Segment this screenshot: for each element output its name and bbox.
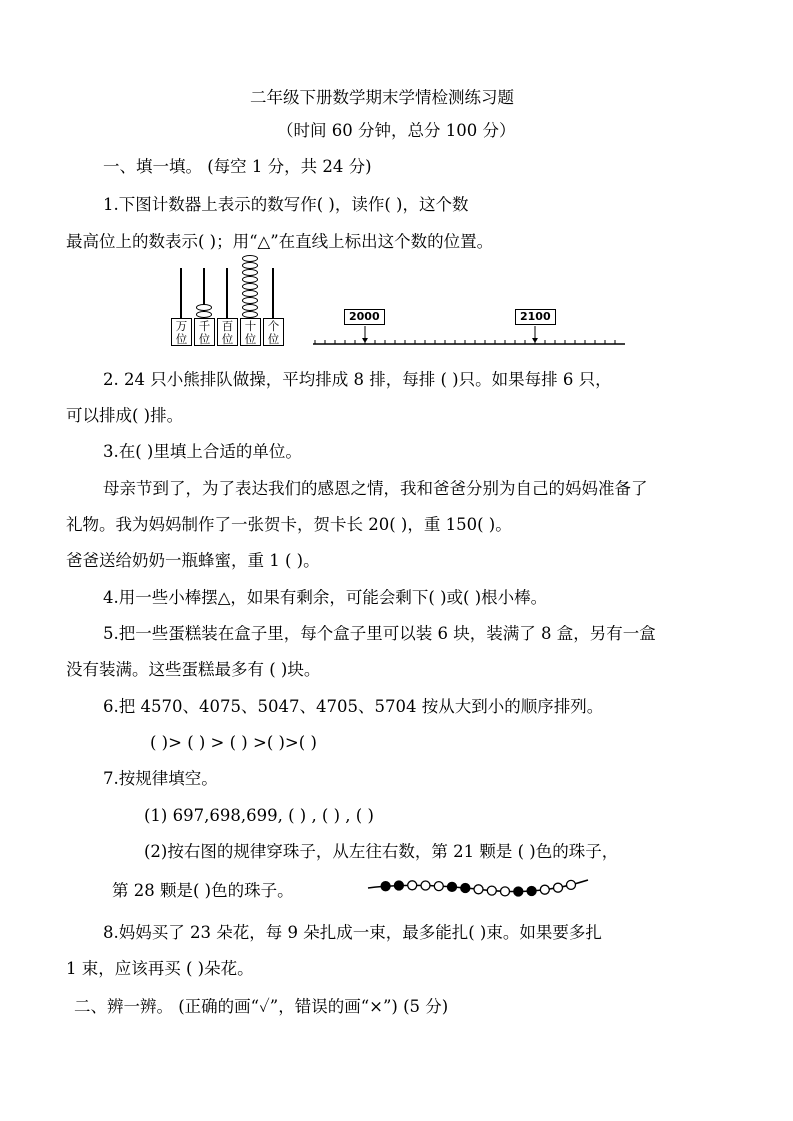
question-8-line-1: 8.妈妈买了 23 朵花，每 9 朵扎成一束，最多能扎( )束。如果要多扎 [103,923,602,942]
white-bead [408,881,417,890]
abacus-label-wan: 万 位 [171,318,192,346]
abacus-rod [226,268,228,318]
white-bead [540,885,549,894]
abacus-bead [196,311,212,318]
question-3-line-2: 母亲节到了，为了表达我们的感恩之情，我和爸爸分别为自己的妈妈准备了 [103,479,648,498]
abacus-bead [242,311,258,318]
question-7-line-4: 第 28 颗是( )色的珠子。 [112,881,294,900]
page-subtitle: （时间 60 分钟，总分 100 分） [277,121,516,140]
black-bead [448,882,457,891]
abacus-bead [242,276,258,283]
black-bead [514,887,523,896]
question-1-line-1: 1.下图计数器上表示的数写作( )，读作( )，这个数 [103,195,469,214]
question-4: 4.用一些小棒摆△，如果有剩余，可能会剩下( )或( )根小棒。 [103,588,548,607]
abacus-label-ge: 个 位 [263,318,284,346]
question-6-line-2: ( )> ( ) > ( ) >( )>( ) [150,733,317,752]
abacus-rod [180,268,182,318]
black-bead [394,881,403,890]
white-bead [554,883,563,892]
white-bead [421,881,430,890]
question-3-line-3: 礼物。我为妈妈制作了一张贺卡，贺卡长 20( )，重 150( )。 [66,515,512,534]
white-bead [567,880,576,889]
question-5-line-2: 没有装满。这些蛋糕最多有 ( )块。 [66,660,321,679]
question-2-line-2: 可以排成( )排。 [66,406,184,425]
black-bead [381,882,390,891]
abacus-bead [242,262,258,269]
question-7-line-1: 7.按规律填空。 [103,769,218,788]
bead-string [366,874,591,902]
question-7-line-2: (1) 697,698,699, ( ) , ( ) , ( ) [144,806,374,825]
white-bead [434,882,443,891]
abacus-bead [242,269,258,276]
question-5-line-1: 5.把一些蛋糕装在盒子里，每个盒子里可以装 6 块，装满了 8 盒，另有一盒 [103,624,656,643]
question-8-line-2: 1 束，应该再买 ( )朵花。 [66,959,254,978]
black-bead [527,887,536,896]
page-title: 二年级下册数学期末学情检测练习题 [250,88,514,107]
abacus-bead [242,297,258,304]
question-2-line-1: 2. 24 只小熊排队做操，平均排成 8 排，每排 ( )只。如果每排 6 只， [103,370,612,389]
number-line-label-2000: 2000 [344,309,385,325]
abacus-bead [242,283,258,290]
abacus-bead [242,304,258,311]
white-bead [487,886,496,895]
number-line-label-2100: 2100 [515,309,556,325]
question-3-line-4: 爸爸送给奶奶一瓶蜂蜜，重 1 ( )。 [66,551,320,570]
abacus-rod [272,268,274,318]
black-bead [461,884,470,893]
question-7-line-3: (2)按右图的规律穿珠子，从左往右数，第 21 颗是 ( )色的珠子， [144,842,619,861]
section-2-heading: 二、辨一辨。 (正确的画“✓”，错误的画“×”) (5 分) [74,997,449,1016]
white-bead [501,887,510,896]
abacus [170,268,290,350]
white-bead [474,885,483,894]
abacus-bead [196,304,212,311]
question-1-line-2: 最高位上的数表示( )；用“△”在直线上标出这个数的位置。 [66,232,494,251]
question-3-line-1: 3.在( )里填上合适的单位。 [103,442,302,461]
abacus-label-bai: 百 位 [217,318,238,346]
abacus-label-shi: 十 位 [240,318,261,346]
question-6-line-1: 6.把 4570、4075、5047、4705、5704 按从大到小的顺序排列。 [103,697,604,716]
abacus-label-qian: 千 位 [194,318,215,346]
section-1-heading: 一、填一填。 (每空 1 分，共 24 分) [103,157,372,176]
abacus-bead [242,255,258,262]
abacus-bead [242,290,258,297]
